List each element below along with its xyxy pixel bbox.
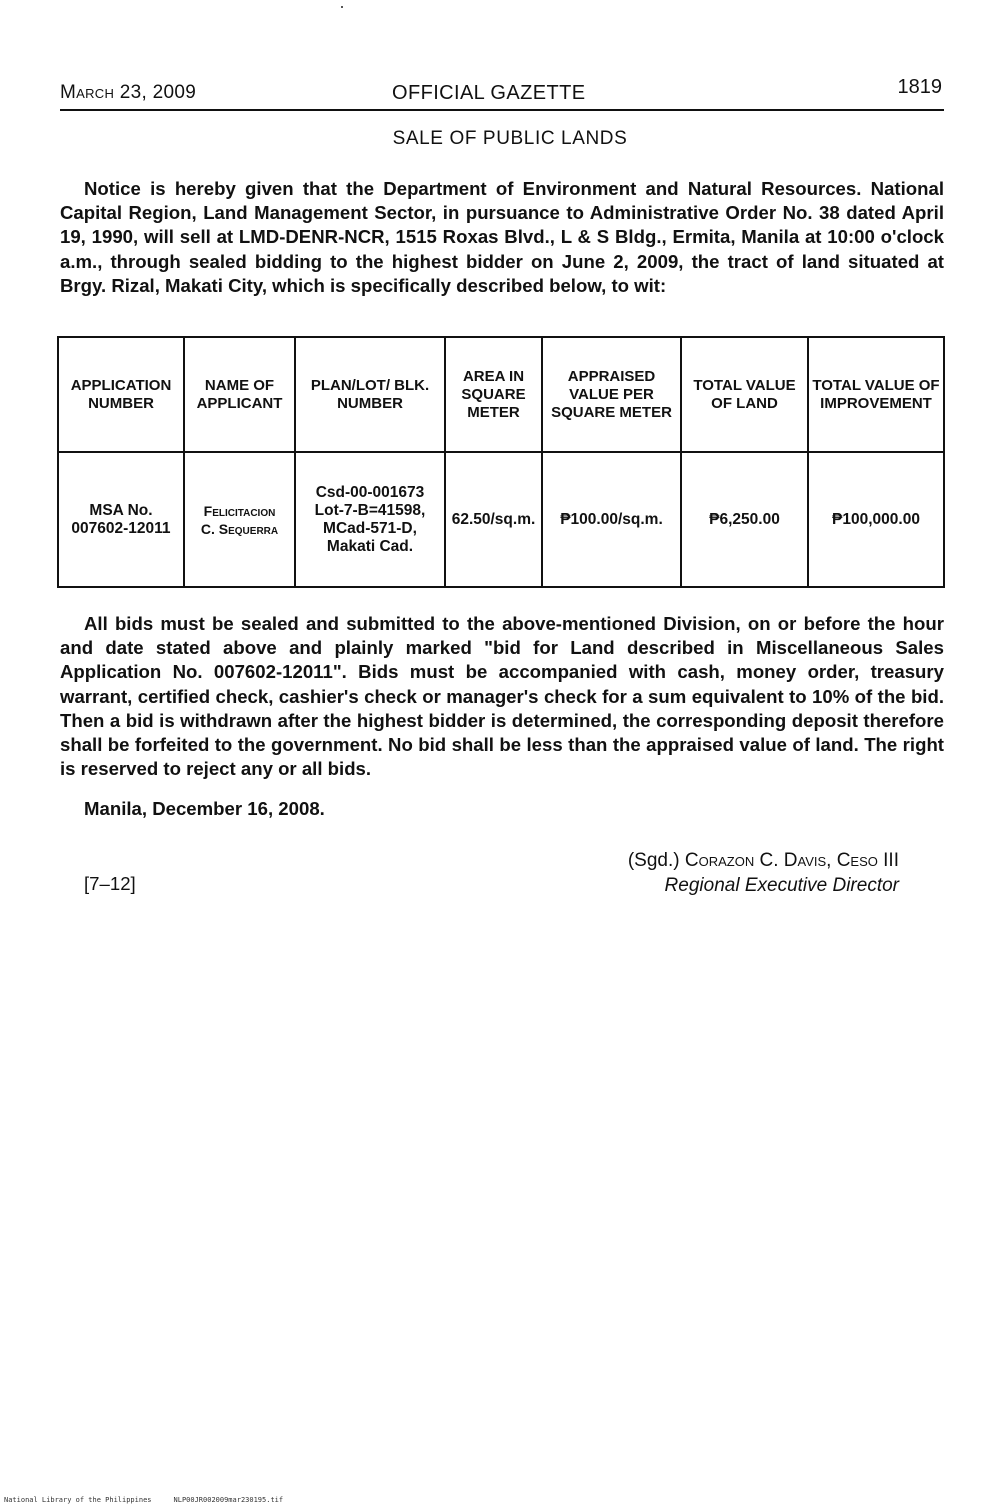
publication-title: OFFICIAL GAZETTE [392,82,586,104]
header-total-value-improvement: TOTAL VALUE OF IMPROVEMENT [808,337,944,452]
bids-paragraph: All bids must be sealed and submitted to the above-mentioned Division, on or before the hour and date stated above and plainly marked "bid for Land described in Miscellaneous Sales Application No. 007602-12011". Bids must be accompanied with cash, money order, treasury warrant, certified check, cashier's check or manager's check for a sum equivalent to 10% of the bid. Then a bid is withdrawn after the highest bidder is determined, the corresponding deposit therefore shall be forfeited to the government. No bid shall be less than the appraised value of land. The right is reserved to reject any or all bids. [60,613,944,780]
cell-appraised-value: ₱100.00/sq.m. [542,452,681,587]
scan-speck [341,6,343,8]
header-plan-lot-blk: PLAN/LOT/ BLK. NUMBER [295,337,445,452]
page-header [60,76,944,108]
cell-applicant [184,452,295,587]
table-header-row [58,337,944,452]
plan-line3: MCad-571-D, [323,519,417,537]
applicant-line1: Felicitacion [203,502,276,519]
place-date: Manila, December 16, 2008. [84,798,325,819]
signatory-title: Regional Executive Director [664,875,899,896]
cell-total-value-land: ₱6,250.00 [681,452,808,587]
signatory-name: Corazon C. Davis, Ceso III [684,850,899,871]
plan-line1: Csd-00-001673 [315,483,425,501]
sgd-mark: (Sgd.) [627,850,680,871]
page-number: 1819 [897,76,942,98]
land-sale-table [57,336,945,588]
cell-total-value-improvement: ₱100,000.00 [808,452,944,587]
publication-reference: [7–12] [84,873,136,894]
plan-line4: Makati Cad. [326,537,414,555]
section-title: SALE OF PUBLIC LANDS [392,128,628,149]
application-number-line1: MSA No. [89,501,153,519]
header-name-of-applicant: NAME OF APPLICANT [184,337,295,452]
table-row [58,452,944,587]
cell-plan-lot-blk [295,452,445,587]
applicant-line2: C. Sequerra [200,520,279,537]
scan-footer [4,1496,283,1504]
header-appraised-value: APPRAISED VALUE PER SQUARE METER [542,337,681,452]
header-rule [60,109,944,111]
file-code: NLP00JR002009mar230195.tif [173,1496,284,1504]
cell-area: 62.50/sq.m. [445,452,542,587]
signatory-line [628,848,899,873]
cell-application-number [58,452,184,587]
plan-line2: Lot-7-B=41598, [314,501,426,519]
header-area: AREA IN SQUARE METER [445,337,542,452]
library-credit: National Library of the Philippines [4,1496,152,1504]
header-application-number: APPLICATION NUMBER [58,337,184,452]
header-total-value-land: TOTAL VALUE OF LAND [681,337,808,452]
signature-block [628,848,899,898]
issue-date: March 23, 2009 [60,82,197,103]
application-number-line2: 007602-12011 [71,519,171,537]
notice-paragraph: Notice is hereby given that the Department of Environment and Natural Resources. National Capital Region, Land Management Sector, in pursuance to Administrative Order No. 38 dated April 19, 1990, will sell at LMD-DENR-NCR, 1515 Roxas Blvd., L & S Bldg., Ermita, Manila at 10:00 o'clock a.m., through sealed bidding to the highest bidder on June 2, 2009, the tract of land situated at Brgy. Rizal, Makati City, which is specifically described below, to wit: [60,178,944,296]
